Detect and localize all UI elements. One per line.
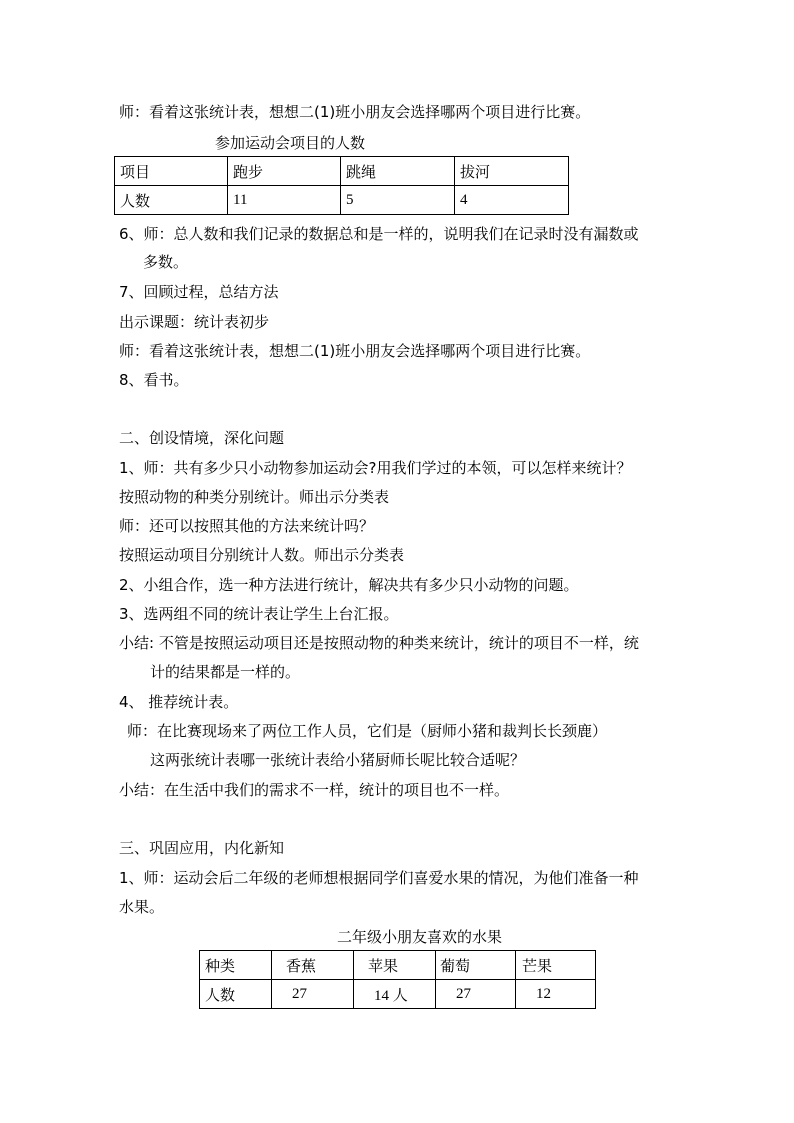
table-header-cell: 项目 <box>115 157 228 186</box>
text-line: 1、师：共有多少只小动物参加运动会?用我们学过的本领，可以怎样来统计？ <box>119 459 632 477</box>
table-cell: 14 人 <box>354 980 436 1009</box>
text-line: 小结: 不管是按照运动项目还是按照动物的种类来统计，统计的项目不一样，统 <box>119 634 639 652</box>
table2-caption: 二年级小朋友喜欢的水果 <box>337 928 503 946</box>
table-header-cell: 跑步 <box>228 157 341 186</box>
table-header-cell: 拔河 <box>455 157 569 186</box>
text-line: 2、小组合作，选一种方法进行统计，解决共有多少只小动物的问题。 <box>119 576 579 594</box>
table1-caption: 参加运动会项目的人数 <box>215 134 366 152</box>
text-line: 小结：在生活中我们的需求不一样，统计的项目也不一样。 <box>119 781 510 799</box>
text-line: 水果。 <box>119 898 165 916</box>
table-cell: 27 <box>272 980 354 1009</box>
text-line: 师：看着这张统计表，想想二(1)班小朋友会选择哪两个项目进行比赛。 <box>119 103 591 121</box>
text-line: 4、 推荐统计表。 <box>119 693 239 711</box>
section-heading: 三、巩固应用，内化新知 <box>119 839 285 857</box>
table-header-cell: 香蕉 <box>272 951 354 980</box>
text-line: 8、看书。 <box>119 371 189 389</box>
text-line: 多数。 <box>143 253 189 271</box>
text-line: 师：还可以按照其他的方法来统计吗？ <box>119 517 375 535</box>
table-header-cell: 葡萄 <box>436 951 516 980</box>
text-line: 6、师：总人数和我们记录的数据总和是一样的，说明我们在记录时没有漏数或 <box>119 225 639 243</box>
section-heading: 二、创设情境，深化问题 <box>119 429 285 447</box>
table-row <box>115 157 569 186</box>
text-line: 7、回顾过程，总结方法 <box>119 283 279 301</box>
table-row <box>200 951 596 980</box>
table-cell: 人数 <box>115 186 228 215</box>
text-line: 师：在比赛现场来了两位工作人员，它们是（厨师小猪和裁判长长颈鹿） <box>127 722 608 740</box>
table-cell: 4 <box>455 186 569 215</box>
text-line: 3、选两组不同的统计表让学生上台汇报。 <box>119 605 399 623</box>
table-row <box>115 186 569 215</box>
table-cell: 27 <box>436 980 516 1009</box>
table-cell: 11 <box>228 186 341 215</box>
text-line: 按照动物的种类分别统计。师出示分类表 <box>119 488 390 506</box>
table-cell: 人数 <box>200 980 272 1009</box>
table-header-cell: 芒果 <box>516 951 596 980</box>
table-cell: 12 <box>516 980 596 1009</box>
table-header-cell: 跳绳 <box>341 157 455 186</box>
text-line: 这两张统计表哪一张统计表给小猪厨师长呢比较合适呢？ <box>150 751 526 769</box>
text-line: 计的结果都是一样的。 <box>150 663 301 681</box>
text-line: 出示课题：统计表初步 <box>119 313 270 331</box>
table-row <box>200 980 596 1009</box>
table-header-cell: 种类 <box>200 951 272 980</box>
text-line: 1、师：运动会后二年级的老师想根据同学们喜爱水果的情况，为他们准备一种 <box>119 869 639 887</box>
text-line: 师：看着这张统计表，想想二(1)班小朋友会选择哪两个项目进行比赛。 <box>119 342 591 360</box>
text-line: 按照运动项目分别统计人数。师出示分类表 <box>119 546 405 564</box>
table-cell: 5 <box>341 186 455 215</box>
fruit-preference-table <box>199 950 596 1009</box>
table-header-cell: 苹果 <box>354 951 436 980</box>
sports-count-table <box>114 156 569 215</box>
